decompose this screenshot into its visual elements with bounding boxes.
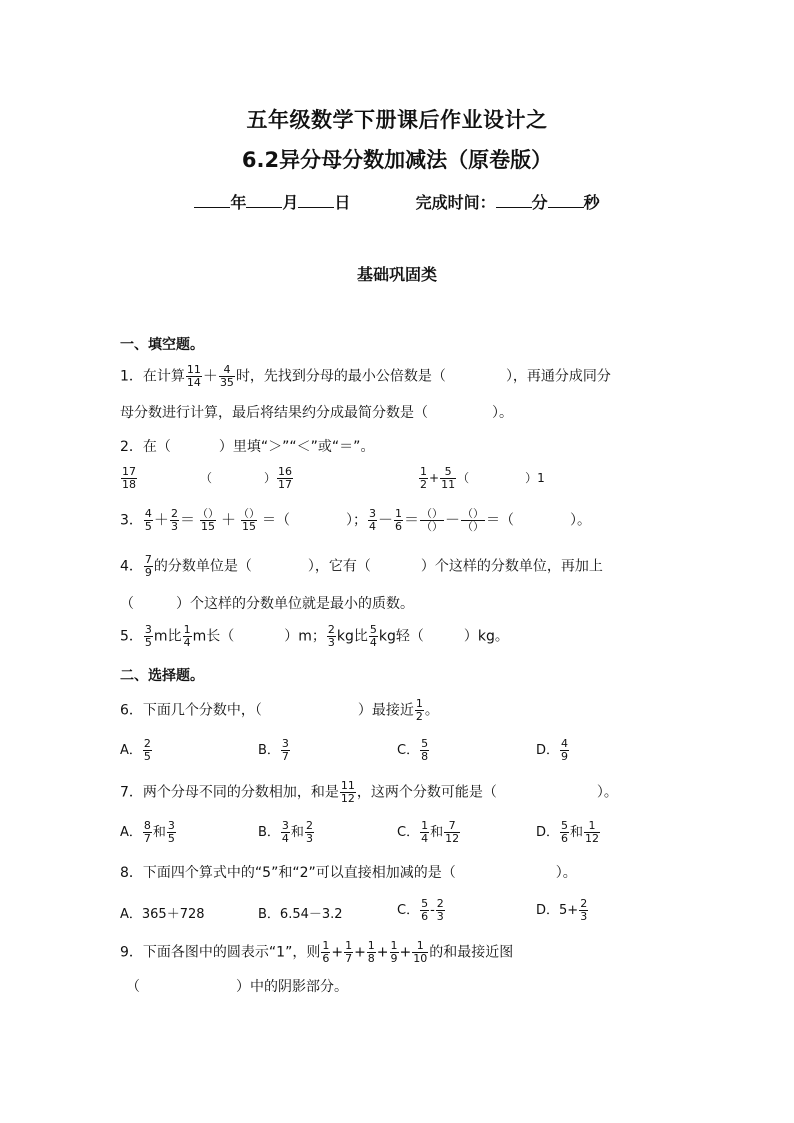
fraction: $\frac{()}{15}$	[196, 507, 219, 533]
fraction: $\frac{1}{2}$	[415, 697, 423, 723]
choice-b[interactable]: B． $\frac{3}{4}$ 和 $\frac{2}{3}$	[258, 819, 313, 845]
question-8: 8．下面四个算式中的“5”和“2”可以直接相加减的是（ ）。	[120, 865, 577, 881]
fraction: $\frac{()}{()}$	[421, 507, 443, 533]
fraction: $\frac{5}{11}$	[441, 465, 456, 491]
day-label: 日	[334, 193, 351, 212]
part-2-heading: 二、选择题。	[120, 668, 204, 684]
question-4-line-2: （ ）个这样的分数单位就是最小的质数。	[120, 596, 414, 612]
second-label: 秒	[583, 193, 600, 212]
choice-d[interactable]: D． $\frac{4}{9}$	[536, 737, 569, 763]
day-blank[interactable]	[298, 193, 334, 208]
fraction: $\frac{2}{3}$	[327, 623, 335, 649]
fraction: $\frac{4}{5}$	[144, 507, 152, 533]
choice-c[interactable]: C． $\frac{5}{6}$ - $\frac{2}{3}$	[397, 897, 444, 923]
date-line	[0, 190, 794, 213]
choice-c[interactable]: C． $\frac{1}{4}$ 和 $\frac{7}{12}$	[397, 819, 460, 845]
question-9-line-2: （ ）中的阴影部分。	[126, 979, 348, 995]
question-8-choices	[120, 898, 680, 928]
fraction: $\frac{2}{3}$	[170, 507, 178, 533]
question-6-choices	[120, 738, 680, 768]
question-9: 9．下面各图中的圆表示“1”，则 $\frac{1}{6}$ + $\frac{1}{7}$ + $\frac{1}{8}$ + $\frac{1}{9}$ + $\frac{1}{10}$ 的和最接近图	[120, 939, 514, 965]
question-5: 5． $\frac{3}{5}$ m比 $\frac{1}{4}$ m长（ ）m； $\frac{2}{3}$ kg比 $\frac{5}{4}$ kg轻（ ）kg。	[120, 623, 509, 649]
time-label: 完成时间：	[415, 193, 496, 212]
fraction: $\frac{1}{7}$	[345, 939, 353, 965]
fraction: $\frac{()}{15}$	[237, 507, 260, 533]
minute-label: 分	[531, 193, 548, 212]
question-4: 4． $\frac{7}{9}$ 的分数单位是（ ），它有（ ）个这样的分数单位，再加上	[120, 553, 603, 579]
choice-a[interactable]: A．365＋728	[120, 907, 205, 922]
fraction: $\frac{11}{12}$	[340, 779, 355, 805]
minute-blank[interactable]	[496, 193, 532, 208]
question-7-choices	[120, 820, 680, 850]
question-3: 3． $\frac{4}{5}$ ＋ $\frac{2}{3}$ ＝ $\frac{()}{15}$ ＋ $\frac{()}{15}$ ＝（ ）； $\frac{3}{4}$ － $\frac{1}{6}$ ＝ $\frac{()}{()}$ － $\frac{()}{()}$ ＝（ ）。	[120, 507, 592, 533]
choice-b[interactable]: B． $\frac{3}{7}$	[258, 737, 289, 763]
fraction: $\frac{16}{17}$	[278, 465, 293, 491]
question-7: 7．两个分母不同的分数相加，和是 $\frac{11}{12}$ ，这两个分数可能是（ ）。	[120, 779, 618, 805]
question-2: 2．在（ ）里填“＞”“＜”或“＝”。	[120, 439, 375, 455]
fraction: $\frac{5}{4}$	[369, 623, 377, 649]
question-1-line-2: 母分数进行计算，最后将结果约分成最简分数是（ ）。	[120, 405, 513, 421]
choice-a[interactable]: A． $\frac{2}{5}$	[120, 737, 151, 763]
fraction: $\frac{7}{9}$	[144, 553, 152, 579]
fraction: $\frac{17}{18}$	[122, 465, 136, 491]
choice-d[interactable]: D． $\frac{5}{6}$ 和 $\frac{1}{12}$	[536, 819, 600, 845]
fraction: $\frac{1}{6}$	[322, 939, 330, 965]
fraction: $\frac{3}{4}$	[368, 507, 376, 533]
month-label: 月	[282, 193, 299, 212]
section-heading: 基础巩固类	[356, 265, 437, 284]
question-2-items: $\frac{17}{18}$ （ ） $\frac{16}{17}$ $\frac{1}{2}$ + $\frac{5}{11}$ （ ）1	[122, 465, 545, 491]
fraction: $\frac{1}{6}$	[394, 507, 402, 533]
fraction: $\frac{3}{5}$	[144, 623, 152, 649]
choice-c[interactable]: C． $\frac{5}{8}$	[397, 737, 429, 763]
choice-b[interactable]: B．6.54－3.2	[258, 907, 343, 922]
fraction: $\frac{1}{10}$	[413, 939, 428, 965]
choice-d[interactable]: D．5+ $\frac{2}{3}$	[536, 897, 588, 923]
year-label: 年	[230, 193, 247, 212]
fraction: $\frac{4}{35}$	[219, 363, 234, 389]
year-blank[interactable]	[194, 193, 230, 208]
fraction: $\frac{1}{9}$	[390, 939, 398, 965]
fraction: $\frac{1}{4}$	[183, 623, 191, 649]
fraction: $\frac{1}{8}$	[367, 939, 375, 965]
fraction: $\frac{1}{2}$	[420, 465, 428, 491]
question-6: 6．下面几个分数中，（ ）最接近 $\frac{1}{2}$ 。	[120, 697, 439, 723]
fraction: $\frac{()}{()}$	[462, 507, 485, 533]
title-line-1: 五年级数学下册课后作业设计之	[246, 108, 548, 132]
part-1-heading: 一、填空题。	[120, 337, 204, 353]
fraction: $\frac{11}{14}$	[186, 363, 201, 389]
title-line-2: 6.2异分母分数加减法（原卷版）	[241, 148, 553, 172]
month-blank[interactable]	[246, 193, 282, 208]
question-1: 1．在计算 $\frac{11}{14}$ ＋ $\frac{4}{35}$ 时，先找到分母的最小公倍数是（ ），再通分成同分	[120, 363, 611, 389]
second-blank[interactable]	[548, 193, 584, 208]
choice-a[interactable]: A． $\frac{8}{7}$ 和 $\frac{3}{5}$	[120, 819, 175, 845]
